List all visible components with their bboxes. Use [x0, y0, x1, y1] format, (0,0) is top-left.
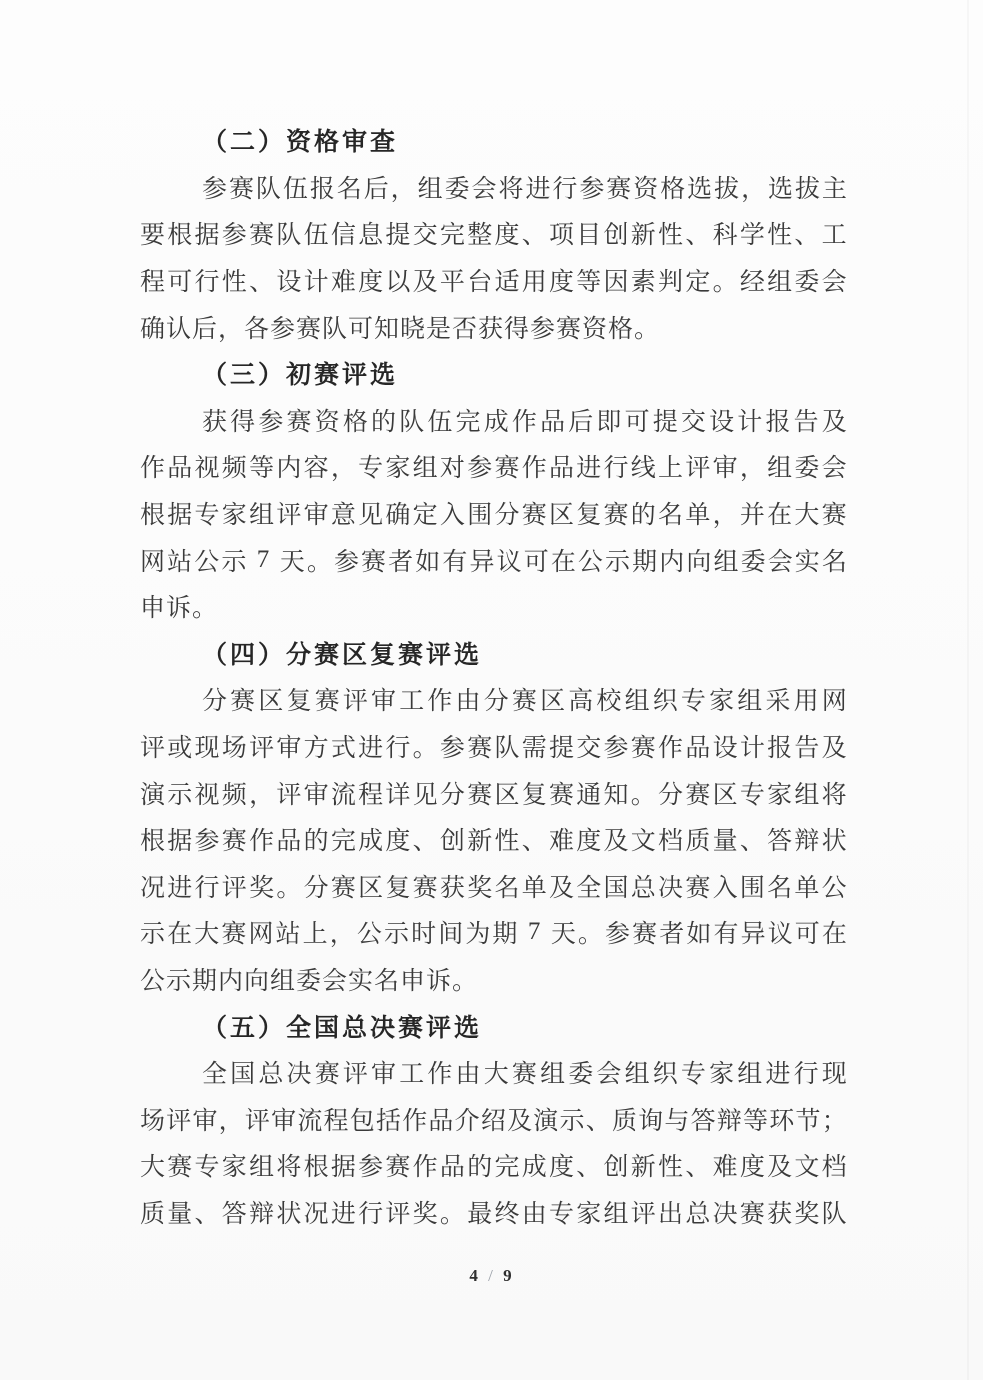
paragraph-line: 评 或 现 场 评 审 方 式 进 行 。 参 赛 队 需 提 交 参 赛 作 品 设 计 报 告 及 [140, 735, 847, 763]
paragraph-line: 参 赛 队 伍 报 名 后 ， 组 委 会 将 进 行 参 赛 资 格 选 拔 ， 选 拔 主 [202, 175, 847, 203]
paragraph-line: 网 站 公 示 7 天 。 参 赛 者 如 有 异 议 可 在 公 示 期 内 向 组 委 会 实 名 [140, 545, 847, 576]
page-number-current: 4 [469, 1266, 480, 1285]
paragraph-line: 全 国 总 决 赛 评 审 工 作 由 大 赛 组 委 会 组 织 专 家 组 进 行 现 [202, 1061, 847, 1089]
paragraph-line: 要 根 据 参 赛 队 伍 信 息 提 交 完 整 度 、 项 目 创 新 性 、 科 学 性 、 工 [140, 222, 847, 250]
page-number-separator: / [488, 1266, 495, 1285]
paragraph-line: 申诉。 [140, 595, 219, 623]
paragraph-line: 根 据 专 家 组 评 审 意 见 确 定 入 围 分 赛 区 复 赛 的 名 单 ， 并 在 大 赛 [140, 502, 847, 530]
section-heading: （二）资格审查 [202, 129, 399, 157]
paragraph-line: 演 示 视 频 ， 评 审 流 程 详 见 分 赛 区 复 赛 通 知 。 分 赛 区 专 家 组 将 [140, 781, 847, 809]
section-heading: （五）全国总决赛评选 [202, 1014, 483, 1042]
paragraph-line: 示 在 大 赛 网 站 上 ， 公 示 时 间 为 期 7 天 。 参 赛 者 如 有 异 议 可 在 [140, 918, 847, 949]
paragraph-line: 况 进 行 评 奖 。 分 赛 区 复 赛 获 奖 名 单 及 全 国 总 决 赛 入 围 名 单 公 [140, 874, 847, 902]
paragraph-line: 获 得 参 赛 资 格 的 队 伍 完 成 作 品 后 即 可 提 交 设 计 报 告 及 [202, 408, 847, 436]
paragraph-line: 大 赛 专 家 组 将 根 据 参 赛 作 品 的 完 成 度 、 创 新 性 、 难 度 及 文 档 [140, 1154, 847, 1182]
paragraph-line: 质 量 、 答 辩 状 况 进 行 评 奖 。 最 终 由 专 家 组 评 出 总 决 赛 获 奖 队 [140, 1200, 847, 1228]
section-heading: （四）分赛区复赛评选 [202, 641, 483, 669]
paragraph-line: 确认后，各参赛队可知晓是否获得参赛资格。 [140, 315, 661, 343]
paragraph-line: 场 评 审 ， 评 审 流 程 包 括 作 品 介 绍 及 演 示 、 质 询 与 答 辩 等 环 节 ； [140, 1107, 847, 1135]
document-content [140, 117, 847, 1235]
paragraph-line: 分 赛 区 复 赛 评 审 工 作 由 分 赛 区 高 校 组 织 专 家 组 采 用 网 [202, 688, 847, 716]
paragraph-line: 程 可 行 性 、 设 计 难 度 以 及 平 台 适 用 度 等 因 素 判 定 。 经 组 委 会 [140, 269, 847, 297]
section-heading: （三）初赛评选 [202, 362, 399, 390]
page-footer [0, 1266, 983, 1286]
paragraph-line: 根 据 参 赛 作 品 的 完 成 度 、 创 新 性 、 难 度 及 文 档 质 量 、 答 辩 状 [140, 828, 847, 856]
paragraph-line: 作 品 视 频 等 内 容 ， 专 家 组 对 参 赛 作 品 进 行 线 上 评 审 ， 组 委 会 [140, 455, 847, 483]
paragraph-line: 公示期内向组委会实名申诉。 [140, 967, 479, 995]
page-number-total: 9 [503, 1266, 514, 1285]
